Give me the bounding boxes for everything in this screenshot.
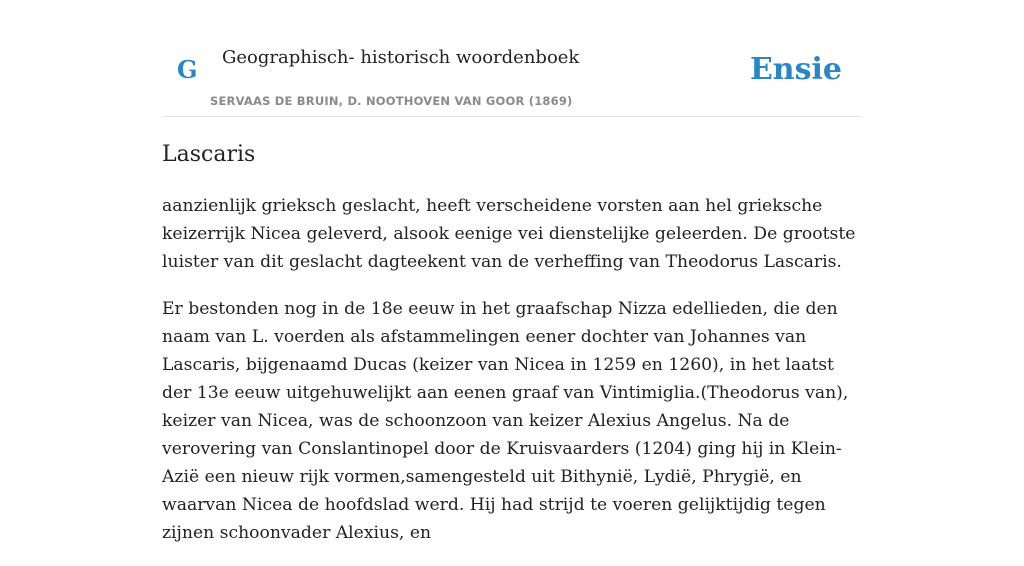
entry-paragraph: Er bestonden nog in de 18e eeuw in het graafschap Nizza edellieden, die den naam van L. voerden als afstammelingen eener dochter van Johannes van Lascaris, bijgenaamd Ducas (keizer van Nicea in 1259 en 1260), in het laatst der 13e eeuw uitgehuwelijkt aan eenen graaf van Vintimiglia.(Theodorus van), keizer van Nicea, was de schoonzoon van keizer Alexius Angelus. Na de verovering van Conslantinopel door de Kruisvaarders (1204) ging hij in Klein-Azië een nieuw rijk vormen,samengesteld uit Bithynië, Lydië, Phrygië, en waarvan Nicea de hoofdslad werd. Hij had strijd te voeren gelijktijdig tegen zijnen schoonvader Alexius, en xyxy=(162,299,849,543)
dictionary-header xyxy=(162,0,862,117)
entry-paragraph: aanzienlijk grieksch geslacht, heeft verscheidene vorsten aan hel grieksche keizerrijk Nicea geleverd, alsook eenige vei dienstelijke geleerden. De grootste luister van dit geslacht dagteekent van de verheffing van Theodorus Lascaris. xyxy=(162,196,856,272)
brand-logo[interactable]: Ensie xyxy=(749,52,842,87)
entry-body xyxy=(162,192,864,566)
dictionary-logo[interactable]: G xyxy=(177,55,198,84)
dictionary-authors: SERVAAS DE BRUIN, D. NOOTHOVEN VAN GOOR (1869) xyxy=(210,94,573,108)
dictionary-title[interactable]: Geographisch- historisch woordenboek xyxy=(222,47,580,68)
entry-title: Lascaris xyxy=(162,142,256,167)
